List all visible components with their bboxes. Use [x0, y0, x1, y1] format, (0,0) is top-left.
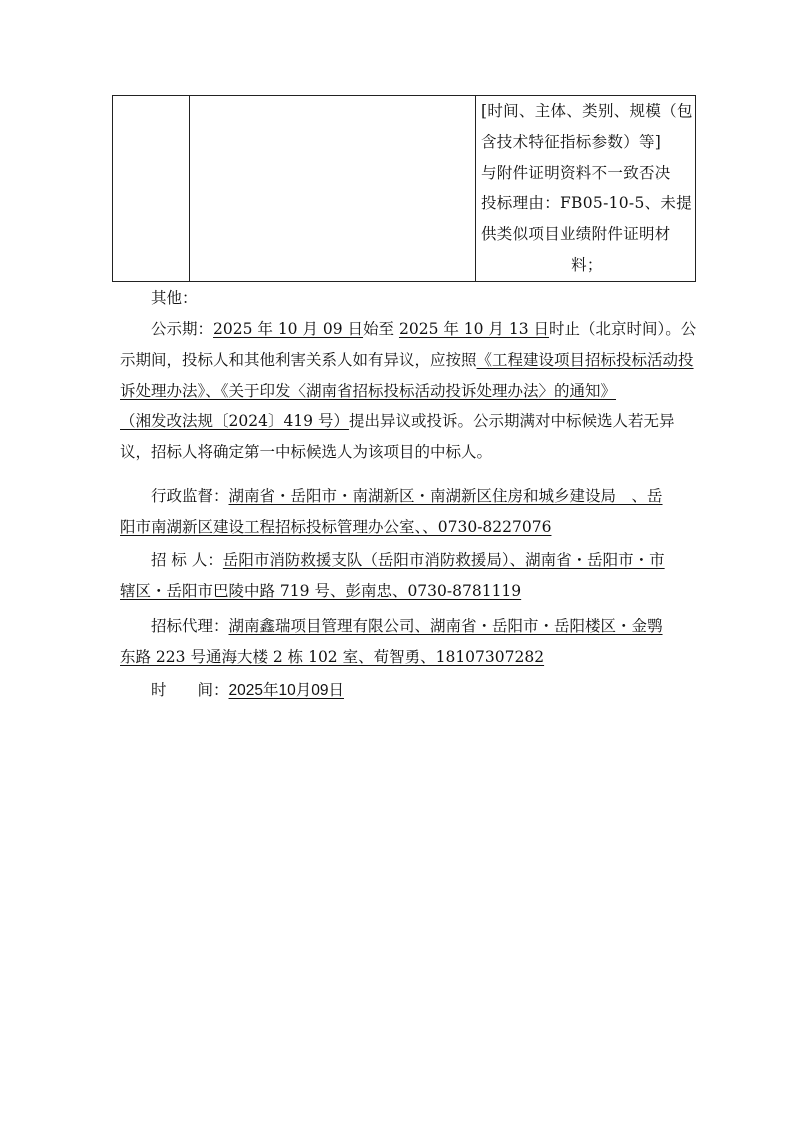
time-line	[120, 675, 680, 707]
reason-line: 供类似项目业绩附件证明材	[481, 225, 671, 244]
table-cell-index	[113, 96, 190, 282]
reason-line: 投标理由：FB05-10-5、未提	[481, 194, 693, 213]
agent-label: 招标代理：	[151, 617, 229, 635]
time-label: 时 间：	[151, 681, 229, 699]
publicity-line	[120, 406, 680, 437]
table-row	[113, 96, 696, 282]
supervision-section	[120, 481, 680, 543]
supervision-value: 阳市南湖新区建设工程招标投标管理办公室、、0730-8227076	[120, 517, 552, 536]
publicity-text: 始至	[363, 320, 399, 338]
table-cell-reason	[476, 96, 696, 282]
tenderer-value: 岳阳市消防救援支队（岳阳市消防救援局）、湖南省・岳阳市・市	[222, 551, 665, 569]
supervision-label: 行政监督：	[151, 487, 229, 505]
publicity-line	[120, 345, 694, 376]
reason-line: 与附件证明资料不一致否决	[481, 163, 671, 182]
other-section	[120, 283, 680, 314]
regulation-number: （湘发改法规〔2024〕419 号）	[120, 412, 349, 431]
publicity-label: 公示期：	[151, 320, 214, 338]
publicity-start-date: 2025 年 10 月 09 日	[213, 320, 364, 338]
tenderer-section	[120, 545, 680, 607]
agent-line	[120, 611, 680, 642]
reason-line: 料；	[571, 255, 603, 274]
publicity-section	[120, 314, 697, 468]
supervision-line	[120, 481, 680, 512]
tenderer-label: 招 标 人：	[151, 551, 223, 569]
supervision-value: 湖南省・岳阳市・南湖新区・南湖新区住房和城乡建设局 、岳	[228, 487, 663, 505]
reason-line: [时间、主体、类别、规模（包	[481, 102, 693, 120]
publicity-text: 示期间，投标人和其他利害关系人如有异议，应按照	[120, 350, 477, 369]
tenderer-value: 辖区・岳阳市巴陵中路 719 号、彭南忠、0730-8781119	[120, 581, 522, 600]
other-label: 其他：	[151, 289, 198, 307]
publicity-end-date: 2025 年 10 月 13 日	[398, 320, 550, 338]
tenderer-line	[120, 545, 680, 576]
time-section	[120, 675, 680, 707]
evaluation-table	[112, 95, 696, 282]
agent-value: 东路 223 号通海大楼 2 栋 102 室、荀智勇、18107307282	[120, 647, 545, 666]
regulation-link: 《工程建设项目招标投标活动投	[476, 350, 694, 369]
publicity-text: 时止（北京时间）。公	[549, 320, 697, 338]
time-value: 2025年10月09日	[228, 682, 344, 699]
agent-section	[120, 611, 680, 673]
publicity-text: 提出异议或投诉。公示期满对中标候选人若无异	[348, 412, 675, 431]
publicity-line: 诉处理办法》、《关于印发〈湖南省招标投标活动投诉处理办法〉的通知》	[120, 381, 617, 400]
publicity-line: 议，招标人将确定第一中标候选人为该项目的中标人。	[120, 443, 493, 462]
agent-value: 湖南鑫瑞项目管理有限公司、湖南省・岳阳市・岳阳楼区・金鹗	[228, 617, 663, 635]
reason-line: 含技术特征指标参数）等]	[481, 132, 662, 151]
table-cell-name	[190, 96, 476, 282]
publicity-line	[120, 314, 697, 345]
